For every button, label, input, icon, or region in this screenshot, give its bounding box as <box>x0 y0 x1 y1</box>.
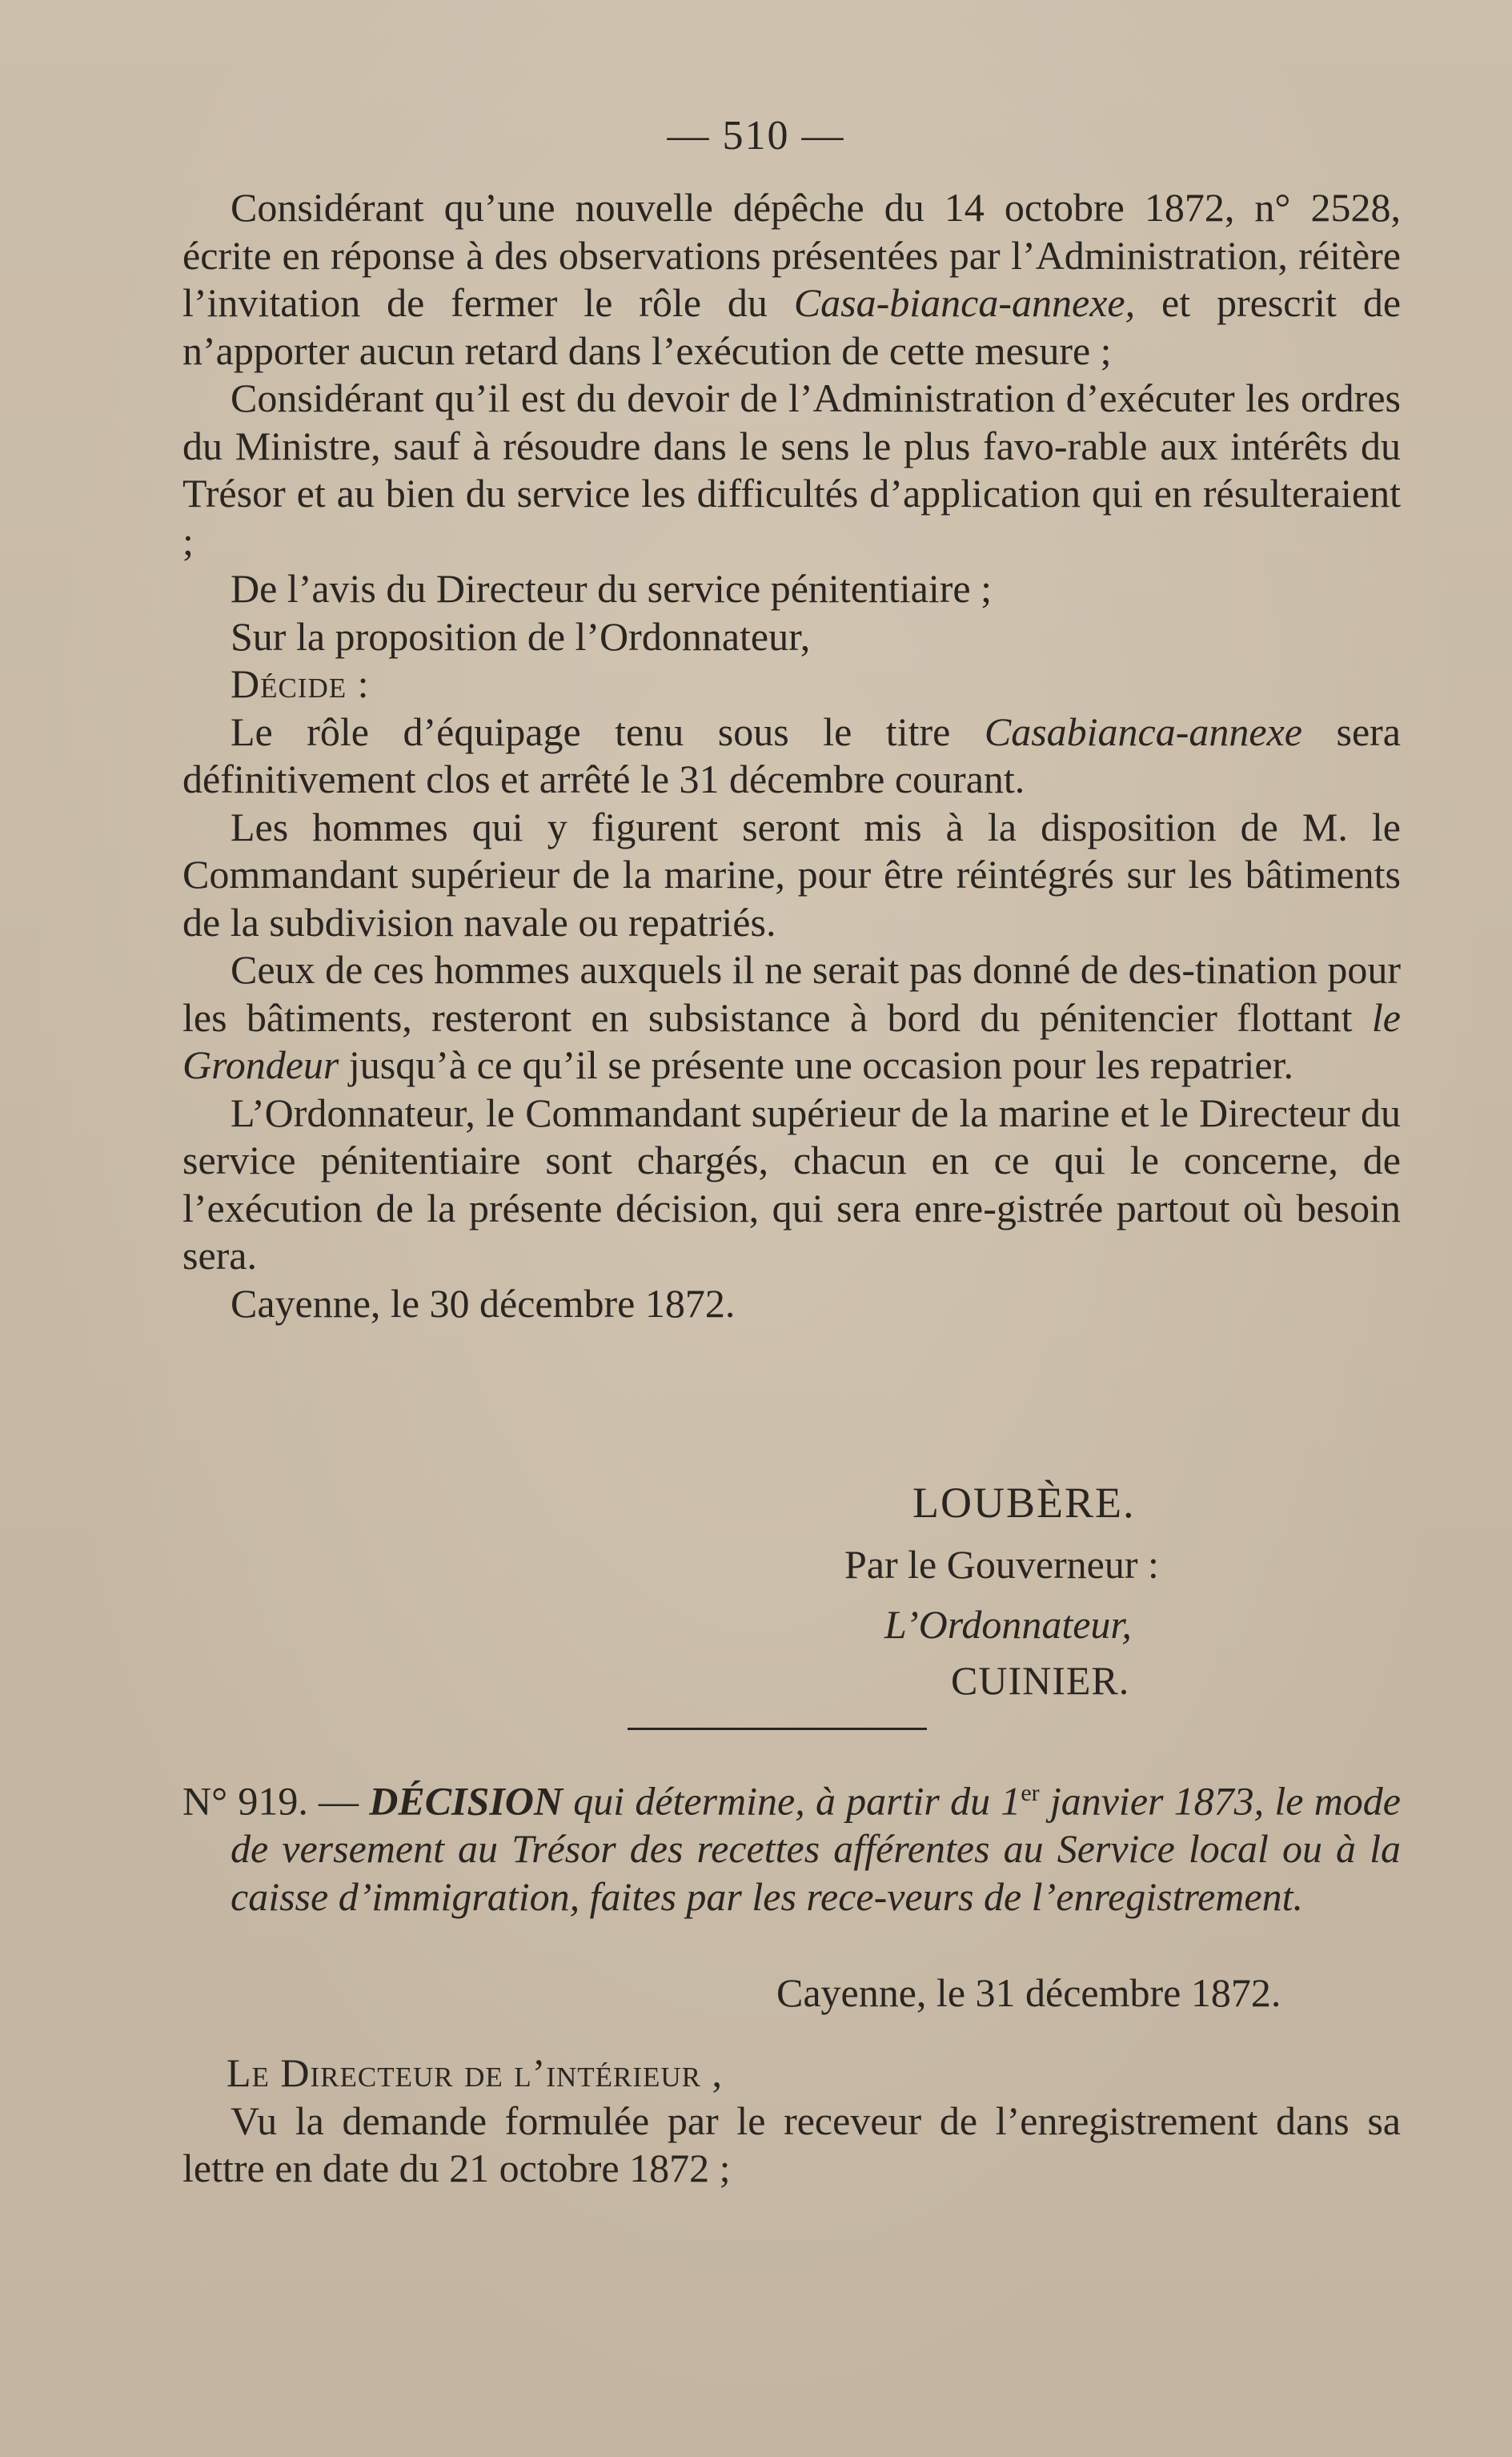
text-run: et prescrit de n’apporter aucun retard dans l’exécution de cette mesure ; <box>182 280 1402 373</box>
text-run: Considérant qu’une nouvelle dépêche du 14 octobre 1872, n° 2528, écrite en réponse à des observations présentées par l’Administration, réitère l’invitation de fermer le rôle du <box>182 185 1401 325</box>
page-number: — 510 — <box>667 113 845 159</box>
decision-desc: qui détermine, à partir du 1 <box>563 1778 1021 1824</box>
text-run: sera définitivement clos et arrêté le 31 décembre courant. <box>182 709 1401 801</box>
addressee: Le Directeur de l’intérieur , <box>227 2050 724 2095</box>
section-divider <box>628 1728 927 1730</box>
paragraph-hommes: Les hommes qui y figurent seront mis à la disposition de M. le Commandant supérieur de la marine, pour être réintégrés sur les bâtiments de la subdivision navale ou repatriés. <box>182 804 1401 945</box>
decision-dateline: Cayenne, le 31 décembre 1872. <box>776 1970 1281 2015</box>
decision-heading-text <box>182 1769 1401 1921</box>
italic-ship-name: le Grondeur <box>182 994 1401 1087</box>
signature-name: LOUBÈRE. <box>912 1479 1136 1527</box>
text-run: Ceux de ces hommes auxquels il ne serait pas donné de des-tination pour les bâtiments, resteront en subsistance à bord du pénitencier flottant <box>182 947 1401 1040</box>
paragraph-decide: Décide : <box>231 661 370 706</box>
paragraph-dateline: Cayenne, le 30 décembre 1872. <box>231 1280 736 1326</box>
superscript: er <box>1021 1780 1040 1806</box>
paragraph-vu: Vu la demande formulée par le receveur de l’enregistrement dans sa lettre en date du 21 octobre 1872 ; <box>182 2098 1401 2190</box>
paragraph-avis: De l’avis du Directeur du service pénitentiaire ; <box>231 566 993 611</box>
decision-desc: janvier 1873, le mode de versement au Trésor des recettes afférentes au Service local ou à la caisse d’immigration, faites par les rece-veurs de l’enregistrement. <box>231 1778 1401 1919</box>
main-text <box>182 184 1401 1327</box>
intro-text <box>182 2050 1401 2193</box>
paragraph-proposition: Sur la proposition de l’Ordonnateur, <box>231 613 811 659</box>
signature-by: Par le Gouverneur : <box>844 1542 1159 1587</box>
italic-ship-name: Casa-bianca-annexe, <box>793 280 1136 325</box>
italic-ship-name: Casabianca-annexe <box>984 709 1302 754</box>
decision-number: N° 919. — <box>182 1778 370 1824</box>
paragraph-considerant-2: Considérant qu’il est du devoir de l’Administration d’exécuter les ordres du Ministre, sauf à résoudre dans le sens le plus favo-rable aux intérêts du Trésor et au bien du service les difficultés d’application qui en résulteraient ; <box>182 375 1401 564</box>
decision-heading <box>182 1769 1401 1921</box>
paragraph-ceux <box>182 946 1401 1090</box>
text-run: Le rôle d’équipage tenu sous le titre <box>231 709 985 754</box>
decision-title: DÉCISION <box>369 1778 563 1824</box>
signature-role: L’Ordonnateur, <box>884 1602 1132 1647</box>
paragraph-considerant-1 <box>182 184 1401 375</box>
paragraph-ordonnateur: L’Ordonnateur, le Commandant supérieur de la marine et le Directeur du service pénitentiaire sont chargés, chacun en ce qui le concerne, de l’exécution de la présente décision, qui sera enre-gistrée partout où besoin sera. <box>182 1090 1401 1278</box>
signature-signer: CUINIER. <box>951 1658 1130 1703</box>
text-run: jusqu’à ce qu’il se présente une occasion pour les repatrier. <box>339 1042 1293 1087</box>
paragraph-role <box>182 709 1401 804</box>
